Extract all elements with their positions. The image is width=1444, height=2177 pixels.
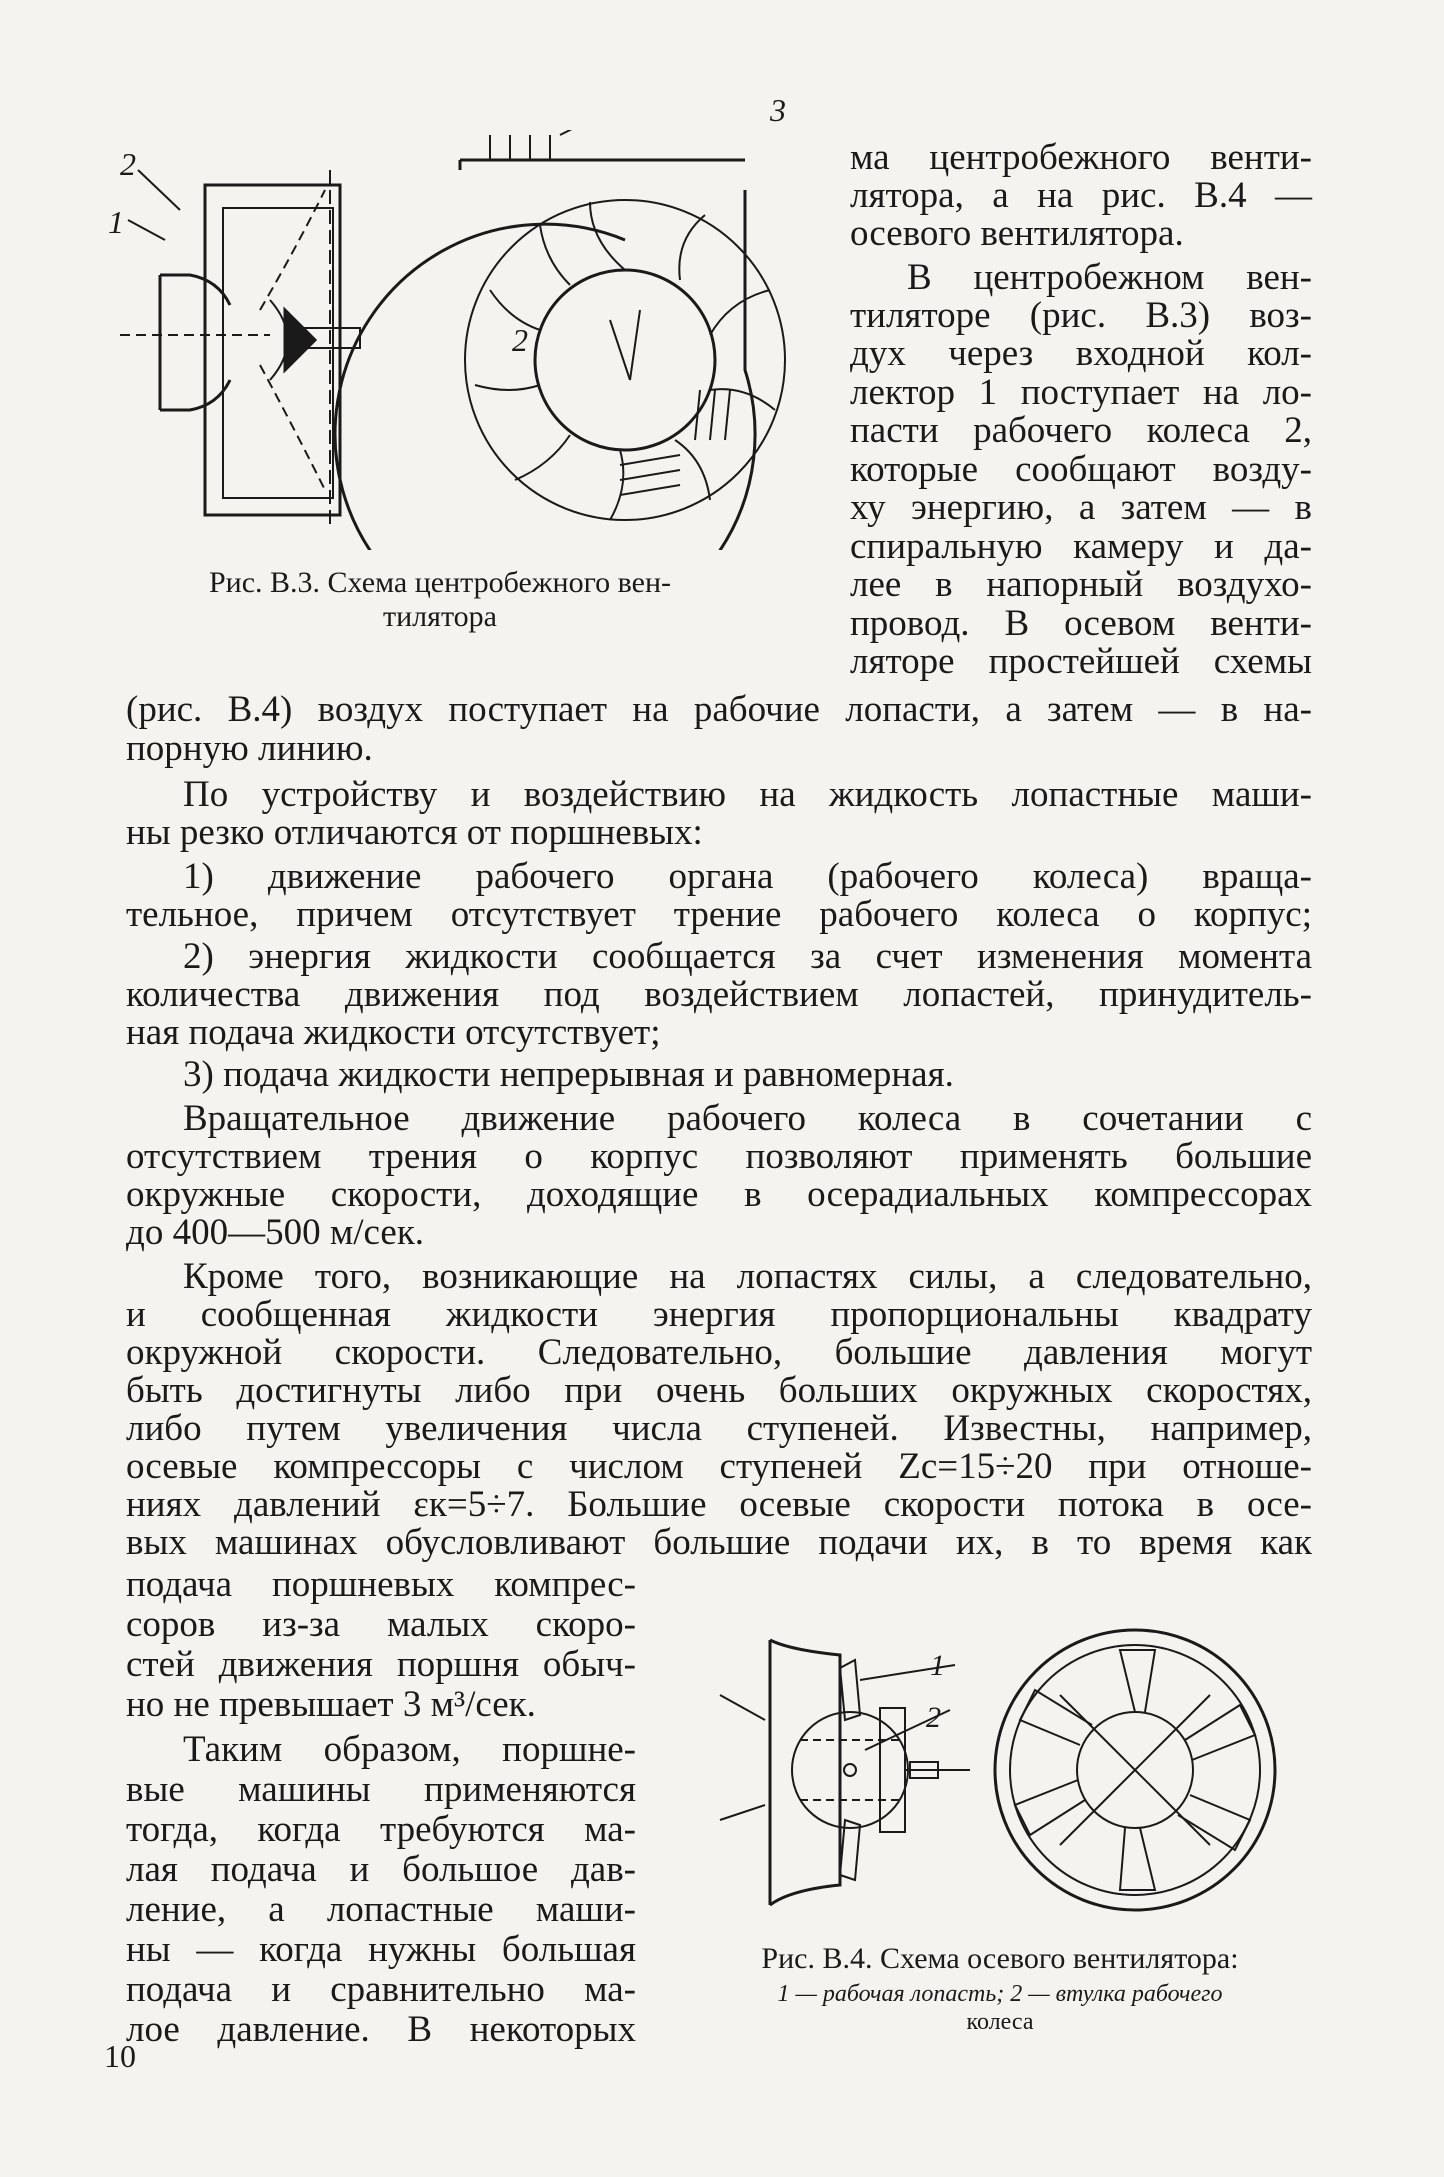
fig3-label-2: 2: [120, 146, 136, 182]
body-line: и сообщенная жидкости энергия пропорциональны квадрату: [126, 1294, 1312, 1335]
fig3-label-1: 1: [108, 204, 124, 240]
body-line: 1) движение рабочего органа (рабочего колеса) враща-: [183, 856, 1312, 897]
bottom-line: подача поршневых компрес-: [126, 1564, 636, 1605]
body-line: 3) подача жидкости непрерывная и равномерная.: [183, 1054, 954, 1095]
top-line: ма центробежного венти-: [850, 137, 1312, 178]
bottom-line: лое давление. В некоторых: [126, 2009, 636, 2050]
body-line: По устройству и воздействию на жидкость лопастные маши-: [183, 774, 1312, 815]
figure-axial-fan: [700, 1620, 1320, 1920]
bottom-line: вые машины применяются: [126, 1769, 636, 1810]
fig4-legend-line2: колеса: [966, 2009, 1034, 2035]
top-line: ляторе простейшей схемы: [850, 641, 1312, 682]
bottom-line: Таким образом, поршне-: [183, 1729, 636, 1770]
body-line: ниях давлений εк=5÷7. Большие осевые скорости потока в осе-: [126, 1484, 1312, 1525]
body-line: Вращательное движение рабочего колеса в сочетании с: [183, 1098, 1312, 1139]
body-line: 2) энергия жидкости сообщается за счет изменения момента: [183, 936, 1312, 977]
body-line: либо путем увеличения числа ступеней. Известны, например,: [126, 1408, 1312, 1449]
bottom-line: тогда, когда требуются ма-: [126, 1809, 636, 1850]
top-line: осевого вентилятора.: [850, 213, 1184, 254]
body-line: ная подача жидкости отсутствует;: [126, 1012, 661, 1053]
bottom-line: стей движения поршня обыч-: [126, 1644, 636, 1685]
bottom-line: ны — когда нужны большая: [126, 1929, 636, 1970]
fig4-label-2: 2: [926, 1701, 941, 1734]
bottom-line: соров из-за малых скоро-: [126, 1604, 636, 1645]
fig3-label-2b: 2: [512, 322, 528, 358]
body-line: окружные скорости, доходящие в осерадиальных компрессорах: [126, 1174, 1312, 1215]
body-line: (рис. В.4) воздух поступает на рабочие лопасти, а затем — в на-: [126, 689, 1312, 730]
top-line: спиральную камеру и да-: [850, 526, 1312, 567]
top-line: лятора, а на рис. В.4 —: [850, 175, 1312, 216]
fig4-caption: Рис. В.4. Схема осевого вентилятора:: [761, 1942, 1239, 1975]
bottom-line: подача и сравнительно ма-: [126, 1969, 636, 2010]
body-line: вых машинах обусловливают большие подачи их, в то время как: [126, 1522, 1312, 1563]
top-line: лее в напорный воздухо-: [850, 564, 1312, 605]
figure-centrifugal-fan: [120, 130, 800, 550]
top-line: лектор 1 поступает на ло-: [850, 372, 1312, 413]
bottom-line: но не превышает 3 м³/сек.: [126, 1684, 536, 1725]
top-line: провод. В осевом венти-: [850, 603, 1312, 644]
body-line: быть достигнуты либо при очень больших окружных скоростях,: [126, 1370, 1312, 1411]
body-line: Кроме того, возникающие на лопастях силы, а следовательно,: [183, 1256, 1312, 1297]
body-line: отсутствием трения о корпус позволяют применять большие: [126, 1136, 1312, 1177]
fig4-legend-line1: 1 — рабочая лопасть; 2 — втулка рабочего: [777, 1981, 1223, 2007]
body-line: окружной скорости. Следовательно, большие давления могут: [126, 1332, 1312, 1373]
top-line: ху энергию, а затем — в: [850, 487, 1312, 528]
fig3-caption-line1: Рис. В.3. Схема центробежного вен-: [208, 566, 671, 599]
body-line: тельное, причем отсутствует трение рабочего колеса о корпус;: [126, 894, 1312, 935]
body-line: порную линию.: [126, 728, 373, 769]
fig3-label-3: 3: [770, 92, 786, 128]
top-line: которые сообщают возду-: [850, 449, 1312, 490]
bottom-line: ление, а лопастные маши-: [126, 1889, 636, 1930]
top-line: тиляторе (рис. В.3) воз-: [850, 295, 1312, 336]
top-line: пасти рабочего колеса 2,: [850, 410, 1312, 451]
bottom-line: лая подача и большое дав-: [126, 1849, 636, 1890]
body-line: до 400—500 м/сек.: [126, 1212, 425, 1253]
top-line: дух через входной кол-: [850, 333, 1312, 374]
body-line: осевые компрессоры с числом ступеней Zс=15÷20 при отноше-: [126, 1446, 1312, 1487]
fig3-caption-line2: тилятора: [383, 600, 497, 633]
page-number: 10: [104, 2038, 136, 2074]
body-line: количества движения под воздействием лопастей, принудитель-: [126, 974, 1312, 1015]
fig4-label-1: 1: [930, 1649, 945, 1682]
top-line: В центробежном вен-: [907, 257, 1312, 298]
body-line: ны резко отличаются от поршневых:: [126, 812, 703, 853]
